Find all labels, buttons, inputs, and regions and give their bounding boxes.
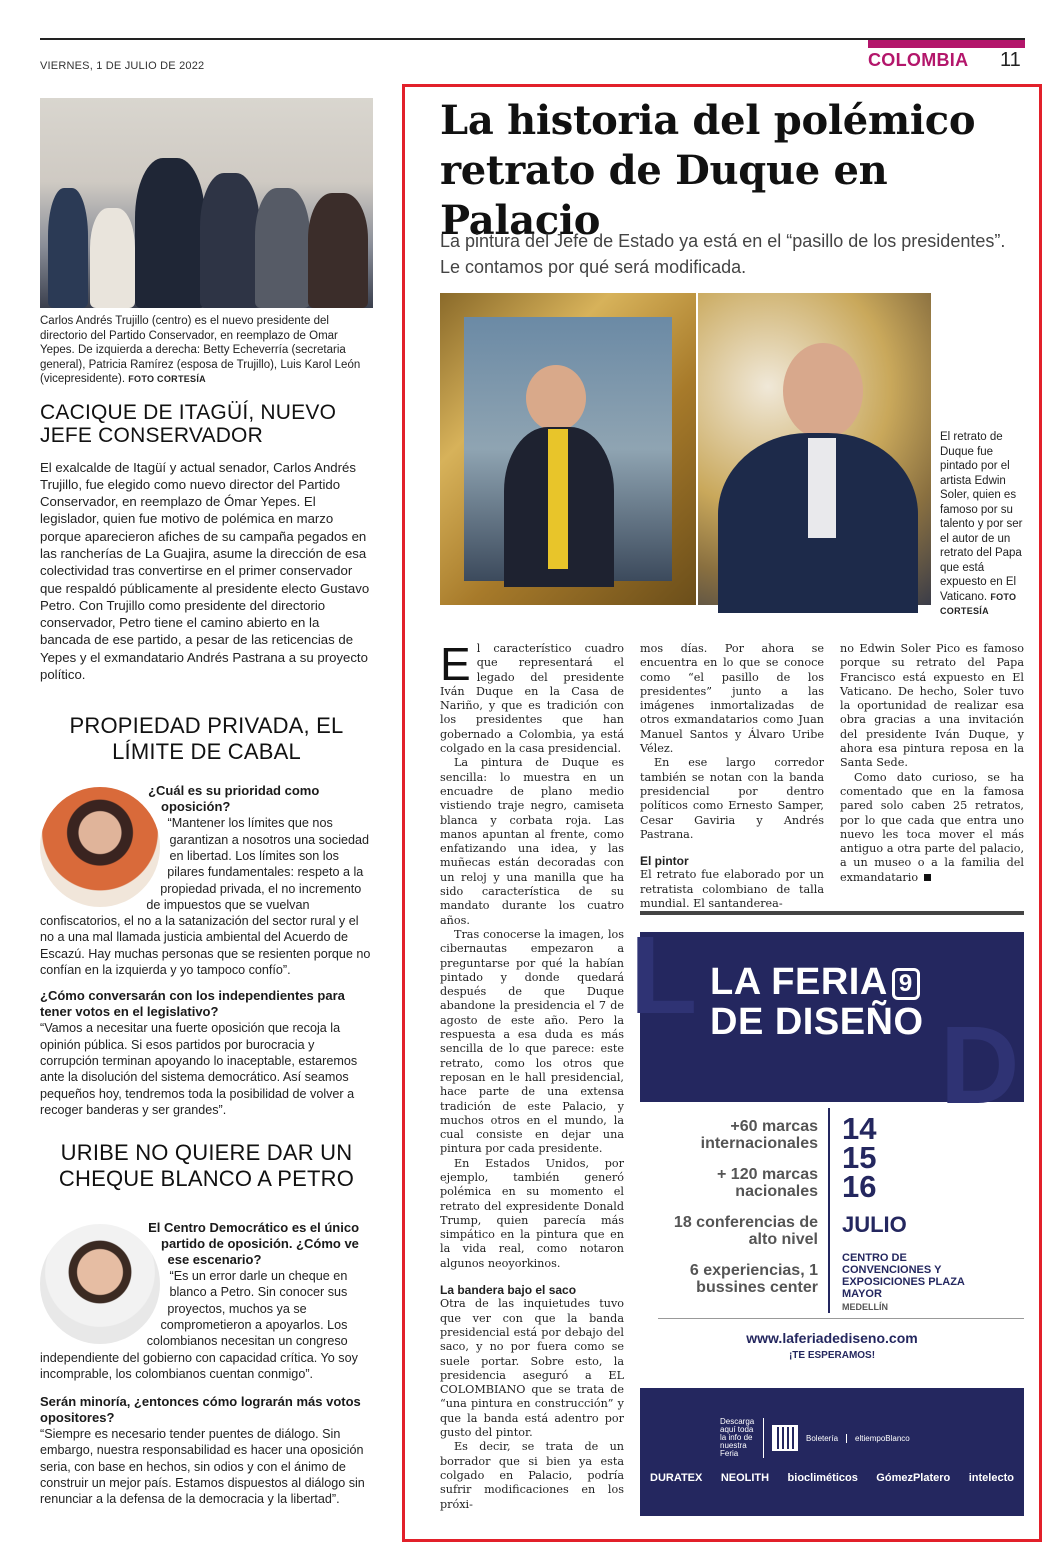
ad-city: MEDELLÍN: [842, 1302, 888, 1312]
sponsor-logo: DURATEX: [650, 1472, 703, 1484]
subhead-pintor: El pintor: [640, 854, 689, 869]
ad-ghost-letters: L: [630, 914, 698, 1037]
photo-credit: FOTO CORTESÍA: [128, 374, 206, 384]
sponsor-logo: intelecto: [968, 1472, 1014, 1484]
sponsor-logo: GómezPlatero: [876, 1472, 951, 1484]
story2-question1: ¿Cuál es su prioridad como oposición?: [148, 783, 320, 815]
section-name: COLOMBIA: [868, 50, 969, 70]
story2-answer2: “Vamos a necesitar una fuerte oposición que recoja la opinión pública. Si esos partidos por burocracia y corrupción terminan apoyando lo inaceptable, estaremos ante la disolución del sistema democrático. Así seamos pequeños hoy, tendremos toda la posibilidad de volver a recoger banderas y ser grandes”.: [40, 1021, 358, 1117]
image-caption: El retrato de Duque fue pintado por el artista Edwin Soler, quien es famoso por su talento y por ser el autor de un retrato del Papa que está expuesto en El Vaticano. FOTO CORTESÍA: [940, 431, 1023, 616]
story1-body: El exalcalde de Itagüí y actual senador, Carlos Andrés Trujillo, fue elegido como nuevo director del Partido Conservador, en reemplazo de Ómar Yepes. El legislador, quien fue motivo de polémica en marzo porque aparecieron afiches de su campaña pegados en las rancherías de La Guajira, asume la dirección de esa colectividad tras convertirse en el primer conservador que respaldó públicamente al presidente electo Gustavo Petro. Con Trujillo como presidente del directorio conservador, Petro tiene el camino abierto en la bancada de ese partido, a pesar de las reticencias de Yepes y el exmandatario Andrés Pastrana a su proyecto político.: [40, 459, 370, 683]
issue-date: VIERNES, 1 DE JULIO DE 2022: [40, 60, 205, 72]
photo-caption: Carlos Andrés Trujillo (centro) es el nuevo presidente del directorio del Partido Conservador, en reemplazo de Omar Yepes. De izquierda a derecha: Betty Echeverría (secretaria general), Patricia Ramírez (esposa de Trujillo), Luis Karol León (vicepresidente). FOTO CORTESÍA: [40, 315, 361, 385]
ad-month: JULIO: [842, 1212, 907, 1237]
story3-headline: URIBE NO QUIERE DAR UN CHEQUE BLANCO A PETRO: [58, 1140, 355, 1192]
ad-info-row: Descarga aquí toda la info de nuestra Feria Boletería eltiempoBlanco: [720, 1417, 910, 1458]
ad-edition-badge: 9: [892, 968, 920, 1000]
ad-title: LA FERIA 9 DE DISEÑO: [710, 961, 924, 1043]
ad-stats: +60 marcas internacionales + 120 marcas nacionales 18 conferencias de alto nivel 6 experiencias, 1 bussines center: [673, 1118, 818, 1296]
story3-question1: El Centro Democrático es el único partido de oposición. ¿Cómo ve ese escenario?: [148, 1220, 360, 1268]
story1-headline: CACIQUE DE ITAGÜÍ, NUEVO JEFE CONSERVADOR: [40, 400, 337, 447]
story3-interview: [40, 1220, 373, 1508]
qr-code-icon: [772, 1425, 798, 1451]
portrait-painting-image: [440, 293, 696, 605]
ad-ghost-letters-2: D: [940, 1004, 1020, 1127]
sponsor-logo: NEOLITH: [720, 1472, 770, 1484]
ad-vertical-rule: [828, 1108, 830, 1313]
story3-question2: Serán minoría, ¿entonces cómo lograrán más votos opositores?: [40, 1394, 361, 1426]
story3-answer1: “Es un error darle un cheque en blanco a Petro. Sin conocer sus proyectos, muchos ya se comprometieron a apoyarlos. Los colombianos necesitan un congreso independiente del gobierno con capacidad crítica. Yo soy incomprable, los colombianos cuentan conmigo”.: [40, 1269, 358, 1381]
article-column-3: no Edwin Soler Pico es famoso porque su retrato del Papa Francisco está expuesto en El Vaticano. De hecho, Soler tuvo la oportunidad de realizar esa obra gracias a una invitación del presidente Iván Duque, y ahora esa pintura reposa en la Santa Sede. Como dato curioso, se ha comentado que en la famosa pared solo caben 25 retratos, por lo que cada que entra uno nuevo les toca mover el más antiguo a otra parte del palacio, a un museo o a la familia del exmandatario: [840, 642, 1024, 884]
page-number: 11: [1000, 49, 1021, 71]
duque-photo: [698, 293, 931, 605]
conservative-party-photo: [40, 98, 373, 308]
ad-tagline: ¡TE ESPERAMOS!: [788, 1350, 876, 1361]
interviewee-photo-cabal: [40, 787, 160, 907]
section-accent-bar: [868, 40, 1025, 48]
story2-headline: PROPIEDAD PRIVADA, EL LÍMITE DE CABAL: [69, 713, 344, 765]
story3-answer2: “Siempre es necesario tender puentes de diálogo. Sin embargo, nuestra responsabilidad es hacer una oposición seria, con base en hechos, sin odios y con el ánimo de construir un mejor país. Estamos dispuestos al diálogo sin renunciar a la defensa de la democracia y la libertad”.: [40, 1427, 365, 1507]
article-column-1: El característico cuadro que representará el legado del presidente Iván Duque en la Casa de Nariño, y que es tradición con los presidentes que han gobernado a Colombia, ya está colgado en la casa presidencial. La pintura de Duque es sencilla: lo muestra en un encuadre de plano medio vistiendo traje negro, camiseta blanca y corbata roja. Las manos apuntan al frente, como enfatizando una idea, y las muñecas están decoradas con un reloj y una manilla que ha sido característica de su mandato durante los cuatro años. Tras conocerse la imagen, los cibernautas empezaron a preguntarse por qué la habían pintado y donde quedará después de que Duque abandone la presidencia el 7 de agosto de este año. Pero la respuesta a esa duda es más sencilla de lo que parece: este retrato, como los otros que reposan en le hall presidencial, hace parte de una extensa tradición de este Palacio, y muchos otros en el mundo, la cual consiste en dejar una pintura por cada presidente. En Estados Unidos, por ejemplo, también generó polémica en su momento el retrato del expresidente Donald Trump, quien parecía más simpático en la pintura que en la vida real, como notaron algunos neoyorkinos. La bandera bajo el saco Otra de las inquietudes tuvo que ver con que la banda presidencial está por debajo del saco, y no por fuera como se suele portar. Sobre esto, la presidencia aseguró a EL COLOMBIANO que se trata de “una pintura en construcción” y que la banda está adentro por gusto del pintor. Es decir, se trata de un borrador que si bien ya esta colgado en Palacio, podría sufrir modificaciones en los próxi-: [440, 638, 624, 1511]
ad-rule: [658, 1318, 1024, 1319]
interviewee-photo-uribe: [40, 1224, 160, 1344]
ad-banner: [630, 914, 1024, 1127]
ad-divider: [640, 911, 1024, 915]
subhead-bandera: La bandera bajo el saco: [440, 1283, 577, 1298]
sponsor-logo: biocliméticos: [787, 1472, 858, 1484]
image-credit: FOTO CORTESÍA: [940, 591, 1017, 616]
ad-venue: CENTRO DE CONVENCIONES Y EXPOSICIONES PLAZA MAYOR: [842, 1252, 965, 1300]
article-column-2: mos días. Por ahora se encuentra en lo que se conoce como “el pasillo de los presidentes” junto a las imágenes inmortalizadas de otros exmandatarios como Juan Manuel Santos y Álvaro Uribe Vélez. En ese largo corredor también se notan con la banda presidencial por dentro políticos como Ernesto Samper, Cesar Gaviria y Andrés Pastrana. El pintor El retrato fue elaborado por un retratista colombiano de talla mundial. El santanderea-: [640, 642, 824, 911]
ad-dates: 14 15 16: [842, 1111, 877, 1204]
ad-url-link[interactable]: www.laferiadediseno.com: [746, 1330, 918, 1346]
article-subtitle: La pintura del Jefe de Estado ya está en el “pasillo de los presidentes”. Le contamos por qué será modificada.: [440, 231, 1006, 277]
left-column: [40, 98, 373, 1508]
story2-interview: [40, 783, 373, 1118]
story2-question2: ¿Cómo conversarán con los independientes para tener votos en el legislativo?: [40, 988, 345, 1020]
ad-sponsor-band: [640, 1388, 1024, 1516]
article-title: La historia del polémico retrato de Duque en Palacio: [440, 97, 976, 244]
end-mark: [924, 874, 931, 881]
ad-sponsor-logos: [650, 1472, 1014, 1484]
story2-answer1: “Mantener los límites que nos garantizan a nosotros una sociedad en libertad. Los límites son los pilares fundamentales: respeto a la propiedad privada, el no incremento de impuestos que se vuelvan confiscatorios, el no a la satanización del sector rural y el no a una mal llamada justicia ambiental del Acuerdo de Escazú. Hay muchas personas que se resienten porque no confían en la izquierda y yo tampoco confío”.: [40, 816, 371, 978]
drop-cap: E: [440, 638, 471, 690]
